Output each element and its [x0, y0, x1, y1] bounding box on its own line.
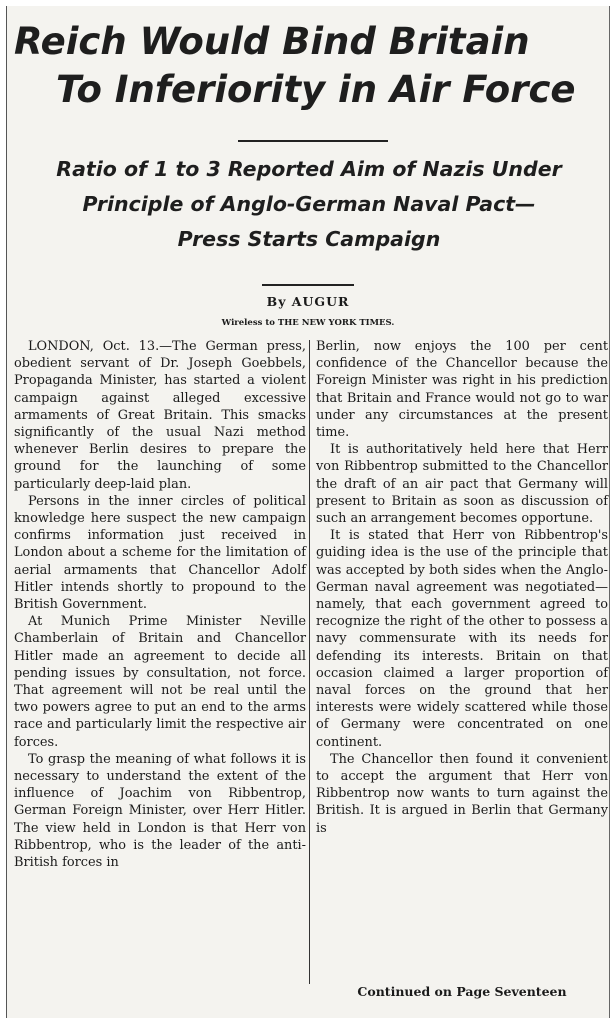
paragraph: Persons in the inner circles of political knowledge here suspect the new campaign confirms information just received in London about a scheme for the limitation of aerial armaments that Chancellor Adolf Hitler intends shortly to propound to the British Government.	[14, 493, 306, 613]
paragraph: It is stated that Herr von Ribbentrop's guiding idea is the use of the principle that was accepted by both sides when the Anglo-German naval agreement was negotiated—namely, that each government agreed to recognize the right of the other to possess a navy commensurate with its needs for defending its interests. Britain on that occasion claimed a larger proportion of naval forces on the ground that her interests were widely scattered while those of Germany were concentrated on one continent.	[316, 528, 608, 750]
subhead-divider	[262, 284, 354, 286]
article-column-right	[316, 338, 608, 837]
column-divider	[309, 340, 310, 984]
headline-line-2: To Inferiority in Air Force	[56, 68, 576, 111]
continued-notice: Continued on Page Seventeen	[357, 984, 567, 999]
byline: By AUGUR	[266, 294, 350, 309]
wireless-credit: Wireless to THE NEW YORK TIMES.	[221, 318, 395, 328]
subheadline	[14, 152, 604, 257]
subhead-line-1: Ratio of 1 to 3 Reported Aim of Nazis Under	[56, 157, 562, 181]
main-headline	[14, 18, 604, 114]
article-column-left	[14, 338, 306, 871]
subhead-line-3: Press Starts Campaign	[177, 227, 441, 251]
paragraph: It is authoritatively held here that Herr von Ribbentrop submitted to the Chancellor the draft of an air pact that Germany will present to Britain as soon as discussion of such an arrangement becomes opportune.	[316, 442, 608, 527]
paragraph: LONDON, Oct. 13.—The German press, obedient servant of Dr. Joseph Goebbels, Propaganda Minister, has started a violent campaign against alleged excessive armaments of Great Britain. This smacks significantly of the usual Nazi method whenever Berlin desires to prepare the ground for the launching of some particularly deep-laid plan.	[14, 339, 306, 492]
paragraph: At Munich Prime Minister Neville Chamberlain of Britain and Chancellor Hitler made an agreement to decide all pending issues by consultation, not force. That agreement will not be real until the two powers agree to put an end to the arms race and particularly limit the respective air forces.	[14, 614, 306, 750]
subhead-line-2: Principle of Anglo-German Naval Pact—	[82, 192, 536, 216]
paragraph: The Chancellor then found it convenient to accept the argument that Herr von Ribbentrop now wants to turn against the British. It is argued in Berlin that Germany is	[316, 751, 608, 836]
headline-divider	[238, 140, 388, 142]
paragraph: Berlin, now enjoys the 100 per cent confidence of the Chancellor because the Foreign Minister was right in his prediction that Britain and France would not go to war under any circumstances at the present time.	[316, 339, 608, 441]
paragraph: To grasp the meaning of what follows it is necessary to understand the extent of the influence of Joachim von Ribbentrop, German Foreign Minister, over Herr Hitler. The view held in London is that Herr von Ribbentrop, who is the leader of the anti-British forces in	[14, 751, 306, 871]
headline-line-1: Reich Would Bind Britain	[14, 20, 530, 63]
